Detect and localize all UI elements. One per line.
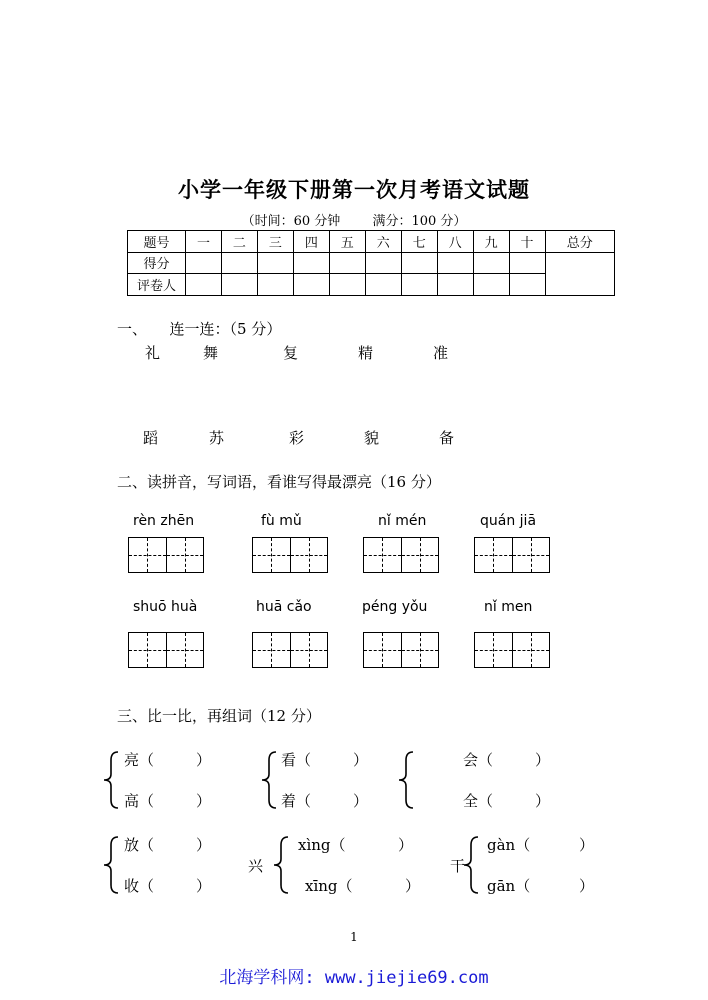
footer-link[interactable]: 北海学科网: www.jiejie69.com [219,968,489,988]
word-entry[interactable] [487,834,594,855]
entry-text: 高（ [124,792,155,810]
entry-close: ） [535,751,551,769]
score-cell[interactable] [293,252,329,274]
writing-grid[interactable] [128,632,204,668]
word-entry[interactable] [463,749,550,770]
full-score: 满分：100 分） [372,214,467,229]
entry-text: 看（ [281,751,312,769]
pinyin-label: huā cǎo [256,599,312,615]
section2-heading: 二、读拼音，写词语，看谁写得最漂亮（16 分） [117,473,441,491]
score-cell[interactable] [509,252,545,274]
word-entry[interactable] [124,834,211,855]
row-label-grader: 评卷人 [128,274,186,296]
match-char[interactable]: 礼 [145,344,161,362]
column-header: 七 [401,231,437,253]
entry-close: ） [405,877,421,895]
grader-cell[interactable] [293,274,329,296]
entry-close: ） [579,877,595,895]
brace-icon [102,835,120,895]
column-header: 四 [293,231,329,253]
grader-cell[interactable] [186,274,222,296]
score-table [127,230,615,296]
score-cell[interactable] [365,252,401,274]
word-entry[interactable] [124,790,211,811]
score-cell[interactable] [437,252,473,274]
score-cell[interactable] [401,252,437,274]
column-header: 十 [509,231,545,253]
pinyin-label: rèn zhēn [133,513,195,529]
entry-text: 亮（ [124,751,155,769]
page-number: 1 [350,930,358,944]
brace-icon [260,750,278,810]
word-entry[interactable] [463,790,550,811]
column-header: 三 [257,231,293,253]
word-entry[interactable] [298,834,413,855]
writing-grid[interactable] [474,632,550,668]
writing-grid[interactable] [474,537,550,573]
writing-grid[interactable] [363,537,439,573]
word-entry[interactable] [281,790,368,811]
time-limit: （时间：60 分钟 [241,214,341,229]
entry-close: ） [353,751,369,769]
grader-cell[interactable] [437,274,473,296]
pinyin-label: nǐ mén [378,513,427,529]
match-char[interactable]: 精 [358,344,374,362]
match-char[interactable]: 蹈 [143,429,159,447]
match-char[interactable]: 备 [439,429,455,447]
column-header: 一 [186,231,222,253]
column-header: 五 [329,231,365,253]
total-score-cell[interactable] [545,252,614,295]
match-char[interactable]: 准 [433,344,449,362]
entry-close: ） [398,836,414,854]
score-cell[interactable] [186,252,222,274]
pinyin-label: quán jiā [480,513,537,529]
entry-close: ） [196,836,212,854]
entry-text: 会（ [463,751,494,769]
section3-heading: 三、比一比，再组词（12 分） [117,707,321,725]
word-entry[interactable] [487,875,594,896]
page-title: 小学一年级下册第一次月考语文试题 [178,177,530,202]
exam-info [0,210,708,229]
grader-cell[interactable] [221,274,257,296]
entry-text: gàn（ [487,836,531,854]
writing-grid[interactable] [128,537,204,573]
score-cell[interactable] [257,252,293,274]
match-char[interactable]: 苏 [209,429,225,447]
pinyin-label: shuō huà [133,599,198,615]
match-char[interactable]: 貌 [364,429,380,447]
column-header: 六 [365,231,401,253]
column-header: 九 [473,231,509,253]
pinyin-label: nǐ men [484,599,533,615]
brace-icon [272,835,290,895]
entry-close: ） [196,792,212,810]
score-cell[interactable] [473,252,509,274]
total-header: 总分 [545,231,614,253]
pinyin-label: fù mǔ [261,513,302,529]
score-cell[interactable] [221,252,257,274]
writing-grid[interactable] [252,537,328,573]
polyphone-char: 干 [450,857,466,875]
score-cell[interactable] [329,252,365,274]
entry-text: 全（ [463,792,494,810]
word-entry[interactable] [124,875,211,896]
grader-cell[interactable] [473,274,509,296]
match-char[interactable]: 彩 [289,429,305,447]
entry-text: xīng（ [305,877,353,895]
table-header-label: 题号 [128,231,186,253]
word-entry[interactable] [281,749,368,770]
match-char[interactable]: 复 [283,344,299,362]
grader-cell[interactable] [401,274,437,296]
word-entry[interactable] [305,875,420,896]
brace-icon [102,750,120,810]
entry-text: 放（ [124,836,155,854]
entry-close: ） [196,877,212,895]
grader-cell[interactable] [509,274,545,296]
writing-grid[interactable] [252,632,328,668]
entry-close: ） [196,751,212,769]
column-header: 二 [221,231,257,253]
entry-text: 收（ [124,877,155,895]
word-entry[interactable] [124,749,211,770]
grader-cell[interactable] [365,274,401,296]
entry-close: ） [579,836,595,854]
writing-grid[interactable] [363,632,439,668]
column-header: 八 [437,231,473,253]
section1-heading: 一、 连一连：（5 分） [117,320,282,338]
entry-text: gān（ [487,877,531,895]
brace-icon [397,750,415,810]
entry-close: ） [353,792,369,810]
entry-text: 着（ [281,792,312,810]
polyphone-char: 兴 [248,857,264,875]
match-char[interactable]: 舞 [203,344,219,362]
entry-text: xìng（ [298,836,346,854]
grader-cell[interactable] [329,274,365,296]
row-label-score: 得分 [128,252,186,274]
grader-cell[interactable] [257,274,293,296]
entry-close: ） [535,792,551,810]
pinyin-label: péng yǒu [362,599,428,615]
